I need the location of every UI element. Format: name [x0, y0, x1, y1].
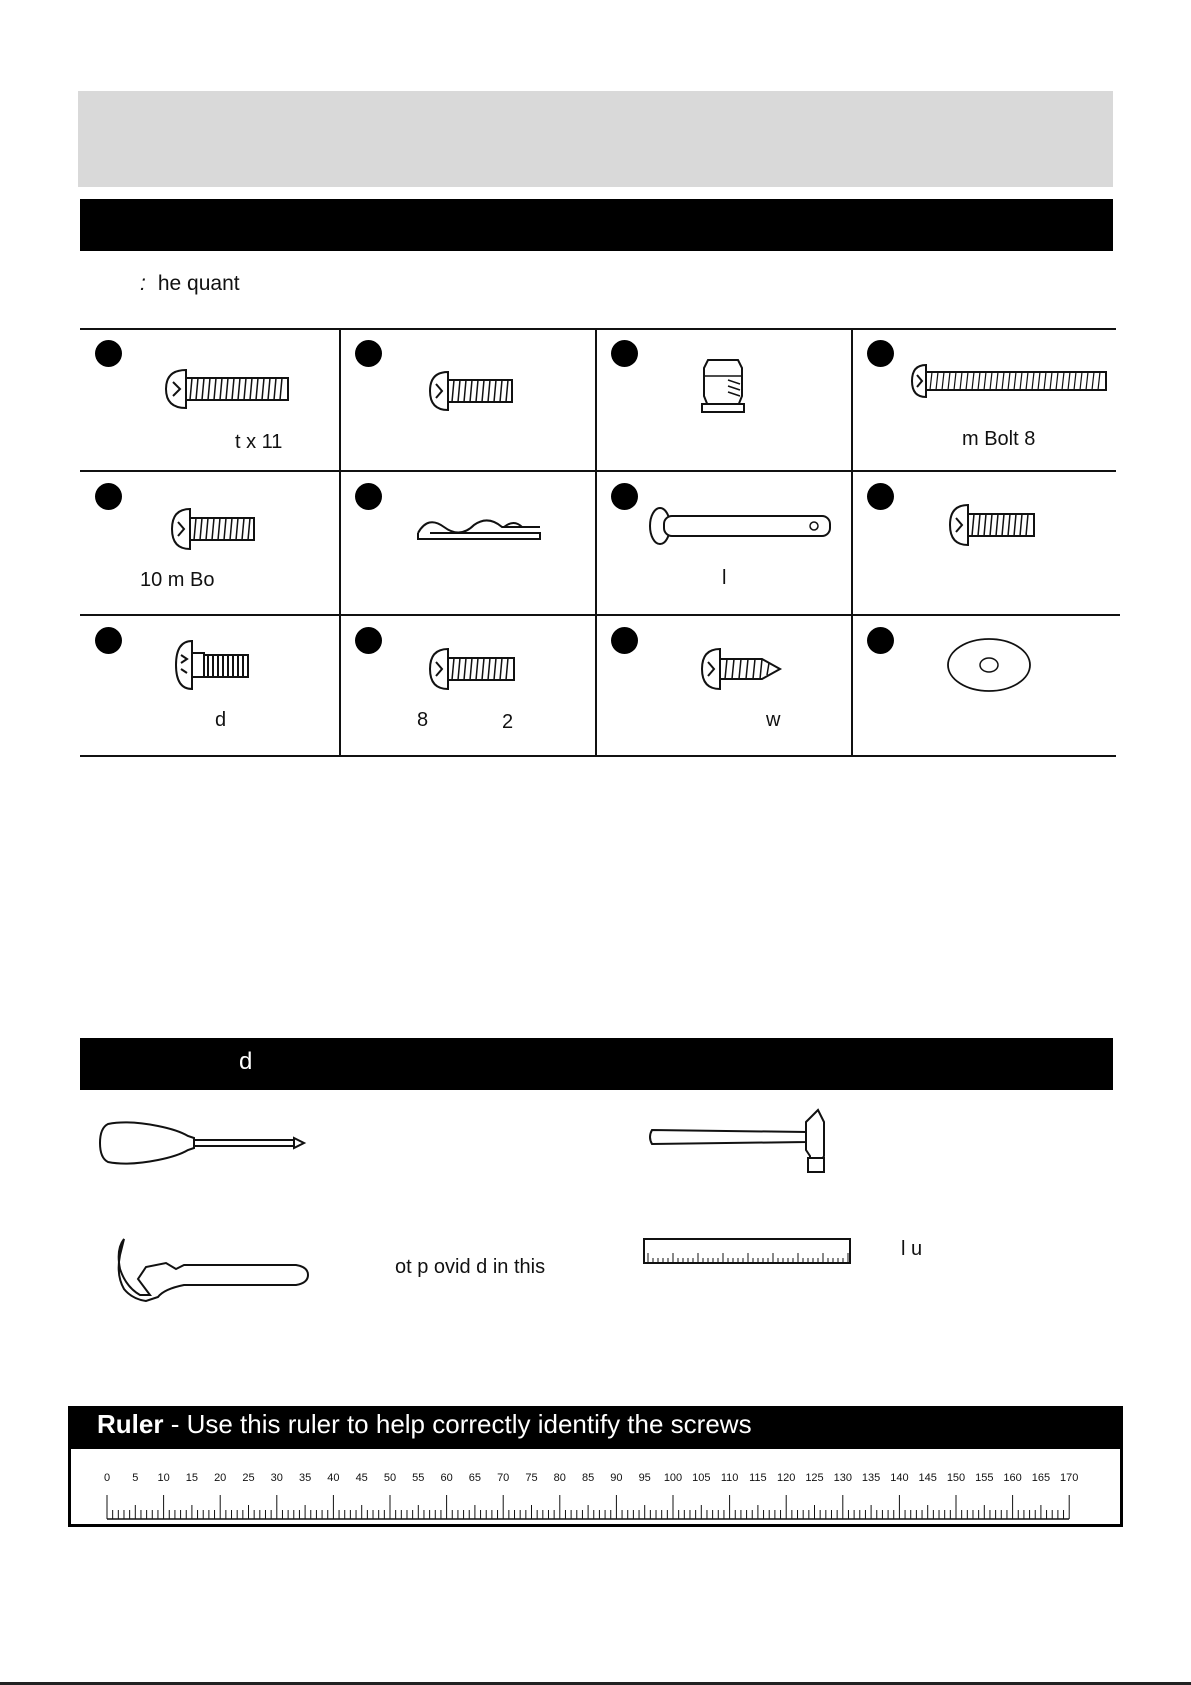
- ruler-number: 150: [946, 1472, 966, 1484]
- short-bolt-icon: [428, 645, 528, 695]
- spanner-icon: [116, 1235, 316, 1305]
- part-marker: [611, 627, 638, 654]
- ruler-number: 100: [663, 1472, 683, 1484]
- spanner-label: ot p ovid d in this: [395, 1256, 546, 1278]
- part-cell-j: [340, 615, 596, 756]
- part-label: d: [215, 709, 227, 731]
- flange-nut-icon: [698, 350, 748, 420]
- note-mark: :: [140, 272, 146, 295]
- part-marker: [611, 483, 638, 510]
- ruler-heading: [71, 1409, 1120, 1449]
- ruler-number: 80: [553, 1472, 566, 1484]
- ruler-number: 155: [975, 1472, 994, 1484]
- part-cell-a: [80, 328, 340, 471]
- ruler-number: 135: [861, 1472, 881, 1484]
- short-bolt-icon: [948, 501, 1048, 551]
- part-marker: [355, 340, 382, 367]
- self-tapping-screw-icon: [700, 645, 790, 695]
- ruler-scale: [71, 1449, 1120, 1527]
- header-panel: [78, 91, 1113, 187]
- part-label: t x 11: [235, 431, 283, 453]
- part-marker: [867, 627, 894, 654]
- ruler-number: 55: [412, 1472, 425, 1484]
- parts-section-bar: [80, 199, 1113, 251]
- part-cell-f: [340, 471, 596, 733]
- ruler-number: 5: [132, 1472, 139, 1484]
- tools-section-bar: [80, 1038, 1113, 1090]
- part-marker: [95, 483, 122, 510]
- ruler-number: 110: [720, 1472, 739, 1484]
- measuring-ruler-icon: [642, 1237, 852, 1267]
- part-label: w: [766, 709, 781, 731]
- ruler-number: 10: [157, 1472, 170, 1484]
- ruler-number: 25: [242, 1472, 255, 1484]
- part-cell-e: [80, 471, 340, 615]
- shoulder-bolt-icon: [172, 637, 272, 697]
- ruler-number: 15: [185, 1472, 199, 1484]
- ruler-number: 60: [440, 1472, 453, 1484]
- oval-washer-icon: [944, 635, 1034, 695]
- part-cell-l: [852, 615, 1116, 756]
- hammer-icon: [648, 1106, 838, 1176]
- ruler-panel: [68, 1406, 1123, 1527]
- ruler-number: 0: [103, 1472, 111, 1484]
- parts-note: [140, 272, 240, 296]
- r-clip-icon: [414, 509, 544, 549]
- ruler-number: 45: [355, 1472, 368, 1484]
- ruler-number: 145: [918, 1472, 937, 1484]
- part-cell-d: [852, 328, 1116, 471]
- long-bolt-icon: [910, 361, 1110, 401]
- note-text: he quant: [157, 272, 240, 295]
- ruler-number: 35: [298, 1472, 312, 1484]
- part-label: 10 m Bo: [140, 569, 215, 591]
- ruler-number: 170: [1060, 1472, 1079, 1484]
- ruler-title-bold: Ruler: [97, 1409, 164, 1439]
- ruler-number: 85: [581, 1472, 595, 1484]
- short-bolt-icon: [428, 366, 518, 416]
- ruler-number: 70: [497, 1472, 510, 1484]
- ruler-number: 115: [749, 1472, 767, 1484]
- ruler-number: 40: [327, 1472, 340, 1484]
- ruler-number: 95: [638, 1472, 651, 1484]
- ruler-number: 90: [610, 1472, 623, 1484]
- part-cell-b: [340, 328, 596, 471]
- part-cell-k: [596, 615, 852, 756]
- part-marker: [355, 627, 382, 654]
- part-marker: [95, 340, 122, 367]
- part-cell-i: [80, 615, 340, 756]
- round-head-bolt-icon: [164, 364, 294, 414]
- part-marker: [355, 483, 382, 510]
- part-label: l: [722, 567, 727, 589]
- ruler-number: 160: [1003, 1472, 1022, 1484]
- part-label: m Bolt 8: [962, 428, 1036, 450]
- measuring-ruler-label: l u: [901, 1238, 923, 1260]
- ruler-number: 140: [890, 1472, 909, 1484]
- ruler-number: 120: [777, 1472, 796, 1484]
- screwdriver-icon: [98, 1118, 308, 1168]
- ruler-number: 165: [1031, 1472, 1051, 1484]
- part-cell-c: [596, 328, 852, 471]
- ruler-number: 130: [833, 1472, 852, 1484]
- ruler-number: 20: [214, 1472, 227, 1484]
- ruler-number: 65: [468, 1472, 482, 1484]
- part-cell-g: [596, 471, 852, 615]
- tools-section-title: d: [239, 1048, 253, 1075]
- part-marker: [95, 627, 122, 654]
- part-label: 8: [417, 709, 429, 731]
- ruler-number: 30: [270, 1472, 283, 1484]
- medium-bolt-icon: [170, 505, 260, 555]
- ruler-number: 75: [525, 1472, 538, 1484]
- part-marker: [867, 483, 894, 510]
- ruler-number: 50: [383, 1472, 397, 1484]
- part-marker: [611, 340, 638, 367]
- clevis-pin-icon: [646, 501, 836, 551]
- part-cell-h: [852, 471, 1116, 615]
- part-marker: [867, 340, 894, 367]
- part-label: 2: [502, 711, 514, 733]
- ruler-number: 125: [805, 1472, 824, 1484]
- ruler-number: 105: [692, 1472, 711, 1484]
- ruler-title-rest: - Use this ruler to help correctly identify the screws: [163, 1409, 752, 1439]
